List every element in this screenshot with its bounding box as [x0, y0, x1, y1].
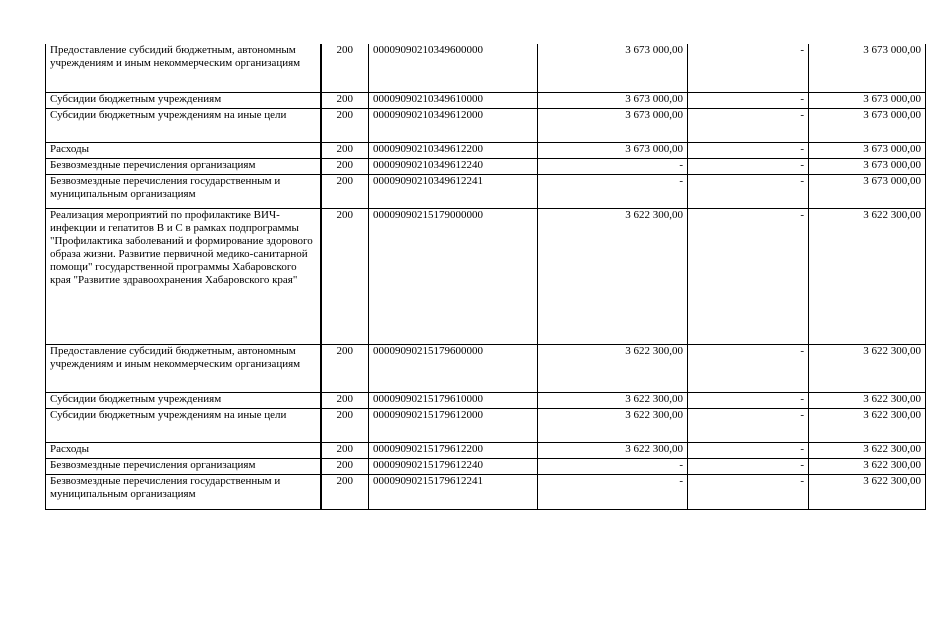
- row-name: Субсидии бюджетным учреждениям на иные цели: [46, 108, 321, 142]
- row-name: Предоставление субсидий бюджетным, автономным учреждениям и иным некоммерческим организациям: [46, 344, 321, 392]
- row-code: 200: [321, 208, 369, 344]
- row-total: 3 622 300,00: [809, 392, 926, 408]
- table-row: [46, 392, 926, 408]
- row-change: -: [688, 208, 809, 344]
- row-name: Субсидии бюджетным учреждениям: [46, 392, 321, 408]
- row-csr: 00009090210349610000: [369, 92, 538, 108]
- table-row: [46, 174, 926, 208]
- table-row: [46, 44, 926, 92]
- row-code: 200: [321, 174, 369, 208]
- row-csr: 00009090210349600000: [369, 44, 538, 92]
- row-name: Субсидии бюджетным учреждениям на иные цели: [46, 408, 321, 442]
- row-code: 200: [321, 344, 369, 392]
- row-change: -: [688, 458, 809, 474]
- row-plan: -: [538, 158, 688, 174]
- table-row: [46, 474, 926, 509]
- row-csr: 00009090210349612241: [369, 174, 538, 208]
- row-plan: -: [538, 458, 688, 474]
- row-csr: 00009090215179000000: [369, 208, 538, 344]
- row-code: 200: [321, 408, 369, 442]
- row-total: 3 622 300,00: [809, 458, 926, 474]
- table-row: [46, 108, 926, 142]
- row-code: 200: [321, 108, 369, 142]
- row-code: 200: [321, 92, 369, 108]
- row-change: -: [688, 174, 809, 208]
- row-total: 3 673 000,00: [809, 142, 926, 158]
- budget-table: [45, 44, 926, 510]
- row-name: Безвозмездные перечисления организациям: [46, 158, 321, 174]
- row-change: -: [688, 92, 809, 108]
- row-name: Реализация мероприятий по профилактике ВИЧ-инфекции и гепатитов В и С в рамках подпрограммы "Профилактика заболеваний и формирование здорового образа жизни. Развитие первичной медико-санитарной помощи" государственной программы Хабаровского края "Развитие здравоохранения Хабаровского края": [46, 208, 321, 344]
- row-csr: 00009090215179612241: [369, 474, 538, 509]
- row-csr: 00009090210349612200: [369, 142, 538, 158]
- row-change: -: [688, 344, 809, 392]
- row-code: 200: [321, 158, 369, 174]
- table-row: [46, 408, 926, 442]
- row-change: -: [688, 108, 809, 142]
- row-change: -: [688, 474, 809, 509]
- table-row: [46, 458, 926, 474]
- row-code: 200: [321, 442, 369, 458]
- row-total: 3 673 000,00: [809, 174, 926, 208]
- row-code: 200: [321, 44, 369, 92]
- row-csr: 00009090215179600000: [369, 344, 538, 392]
- table-row: [46, 92, 926, 108]
- table-row: [46, 208, 926, 344]
- row-plan: 3 622 300,00: [538, 442, 688, 458]
- row-total: 3 673 000,00: [809, 158, 926, 174]
- row-csr: 00009090210349612240: [369, 158, 538, 174]
- row-code: 200: [321, 392, 369, 408]
- row-plan: 3 673 000,00: [538, 44, 688, 92]
- row-total: 3 673 000,00: [809, 44, 926, 92]
- row-name: Безвозмездные перечисления организациям: [46, 458, 321, 474]
- row-plan: -: [538, 174, 688, 208]
- row-total: 3 622 300,00: [809, 408, 926, 442]
- row-change: -: [688, 408, 809, 442]
- row-csr: 00009090215179610000: [369, 392, 538, 408]
- table-row: [46, 158, 926, 174]
- table-row: [46, 344, 926, 392]
- row-total: 3 622 300,00: [809, 344, 926, 392]
- row-total: 3 673 000,00: [809, 108, 926, 142]
- row-csr: 00009090210349612000: [369, 108, 538, 142]
- row-change: -: [688, 142, 809, 158]
- row-change: -: [688, 158, 809, 174]
- row-plan: 3 673 000,00: [538, 142, 688, 158]
- row-change: -: [688, 442, 809, 458]
- row-csr: 00009090215179612240: [369, 458, 538, 474]
- table-row: [46, 142, 926, 158]
- row-name: Безвозмездные перечисления государственным и муниципальным организациям: [46, 174, 321, 208]
- row-plan: 3 622 300,00: [538, 344, 688, 392]
- row-plan: 3 622 300,00: [538, 392, 688, 408]
- row-code: 200: [321, 142, 369, 158]
- row-plan: 3 622 300,00: [538, 408, 688, 442]
- row-total: 3 622 300,00: [809, 474, 926, 509]
- row-total: 3 622 300,00: [809, 442, 926, 458]
- row-plan: -: [538, 474, 688, 509]
- table-row: [46, 442, 926, 458]
- row-change: -: [688, 44, 809, 92]
- row-code: 200: [321, 458, 369, 474]
- row-csr: 00009090215179612200: [369, 442, 538, 458]
- row-name: Субсидии бюджетным учреждениям: [46, 92, 321, 108]
- row-code: 200: [321, 474, 369, 509]
- row-name: Расходы: [46, 142, 321, 158]
- row-name: Расходы: [46, 442, 321, 458]
- row-total: 3 622 300,00: [809, 208, 926, 344]
- row-plan: 3 622 300,00: [538, 208, 688, 344]
- row-change: -: [688, 392, 809, 408]
- row-csr: 00009090215179612000: [369, 408, 538, 442]
- row-name: Безвозмездные перечисления государственным и муниципальным организациям: [46, 474, 321, 509]
- row-plan: 3 673 000,00: [538, 108, 688, 142]
- row-plan: 3 673 000,00: [538, 92, 688, 108]
- row-name: Предоставление субсидий бюджетным, автономным учреждениям и иным некоммерческим организациям: [46, 44, 321, 92]
- row-total: 3 673 000,00: [809, 92, 926, 108]
